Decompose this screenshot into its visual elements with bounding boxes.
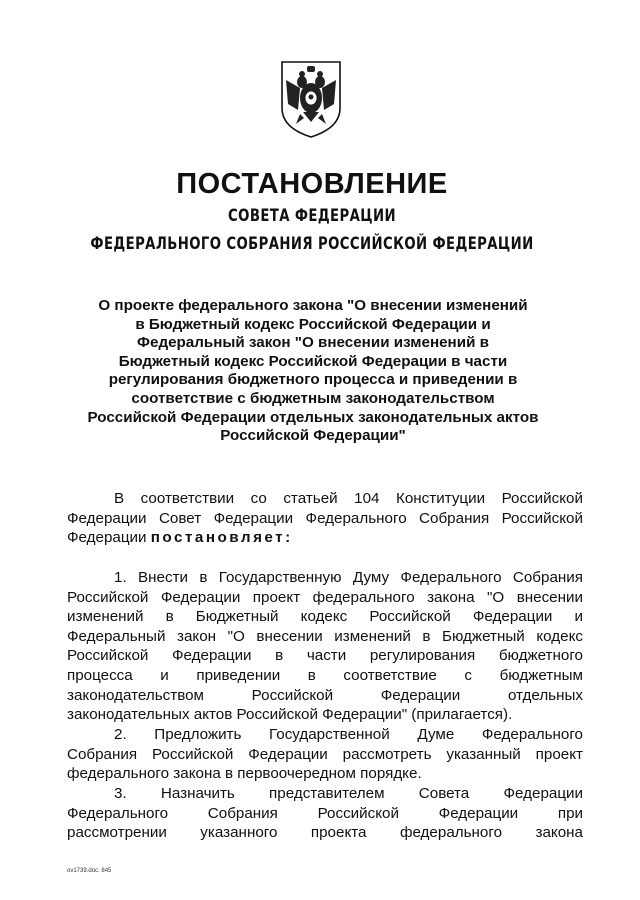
item-1-line: изменений в Бюджетный кодекс Российской Федерации и: [67, 608, 583, 626]
preamble-line: Федерации Совет Федерации Федерального Собрания Российской: [67, 509, 583, 527]
document-title: ПОСТАНОВЛЕНИЕ: [176, 168, 448, 200]
item-1-paragraph: [67, 568, 583, 725]
item-2-line: 2. Предложить Государственной Думе Федерального: [114, 726, 583, 743]
coat-of-arms-icon: [276, 58, 346, 140]
item-1-line: Федеральный закон "О внесении изменений в Бюджетный кодекс: [67, 627, 583, 645]
item-1-line: 1. Внести в Государственную Думу Федерального Собрания: [114, 569, 583, 586]
item-3-line: 3. Назначить представителем Совета Федерации: [114, 785, 583, 802]
subject-line: регулирования бюджетного процесса и приведении в: [108, 371, 518, 389]
subject-line: Федеральный закон "О внесении изменений в: [137, 334, 489, 352]
item-2-line: Собрания Российской Федерации рассмотреть указанный проект: [67, 745, 583, 763]
item-3-paragraph: [67, 784, 583, 843]
document-subtitle-line1: СОВЕТА ФЕДЕРАЦИИ: [228, 206, 396, 226]
document-subtitle-line2: ФЕДЕРАЛЬНОГО СОБРАНИЯ РОССИЙСКОЙ ФЕДЕРАЦИИ: [90, 234, 534, 254]
resolution-subject: [80, 297, 546, 446]
item-1-line: законодательных актов Российской Федерации" (прилагается).: [67, 706, 513, 724]
preamble-line: В соответствии со статьей 104 Конституции Российской: [114, 490, 583, 507]
preamble-line: [67, 528, 583, 548]
item-1-line: законодательством Российской Федерации отдельных: [67, 686, 583, 704]
item-1-line: Российской Федерации в части регулирования бюджетного: [67, 647, 583, 665]
file-reference: ov1739.doc: 845: [67, 868, 112, 874]
preamble-paragraph: [67, 489, 583, 548]
item-2-paragraph: [67, 725, 583, 784]
preamble-line-start: Федерации: [67, 529, 151, 547]
subject-line: Российской Федерации": [220, 427, 406, 445]
item-2-line: федерального закона в первоочередном порядке.: [67, 765, 422, 783]
subject-line: Бюджетный кодекс Российской Федерации в части: [118, 352, 508, 370]
subject-line: в Бюджетный кодекс Российской Федерации и: [135, 315, 491, 333]
resolves-word: постановляет:: [150, 529, 293, 547]
subject-line: Российской Федерации отдельных законодательных актов: [87, 408, 539, 426]
item-1-line: Российской Федерации проект федерального закона "О внесении: [67, 588, 583, 606]
subject-line: О проекте федерального закона "О внесении изменений: [98, 297, 528, 314]
item-3-line: Федерального Собрания Российской Федерации при: [67, 804, 583, 822]
item-3-line: рассмотрении указанного проекта федерального закона: [67, 824, 583, 842]
subject-line: соответствие с бюджетным законодательством: [131, 389, 495, 407]
item-1-line: процесса и приведении в соответствие с бюджетным: [67, 666, 583, 684]
